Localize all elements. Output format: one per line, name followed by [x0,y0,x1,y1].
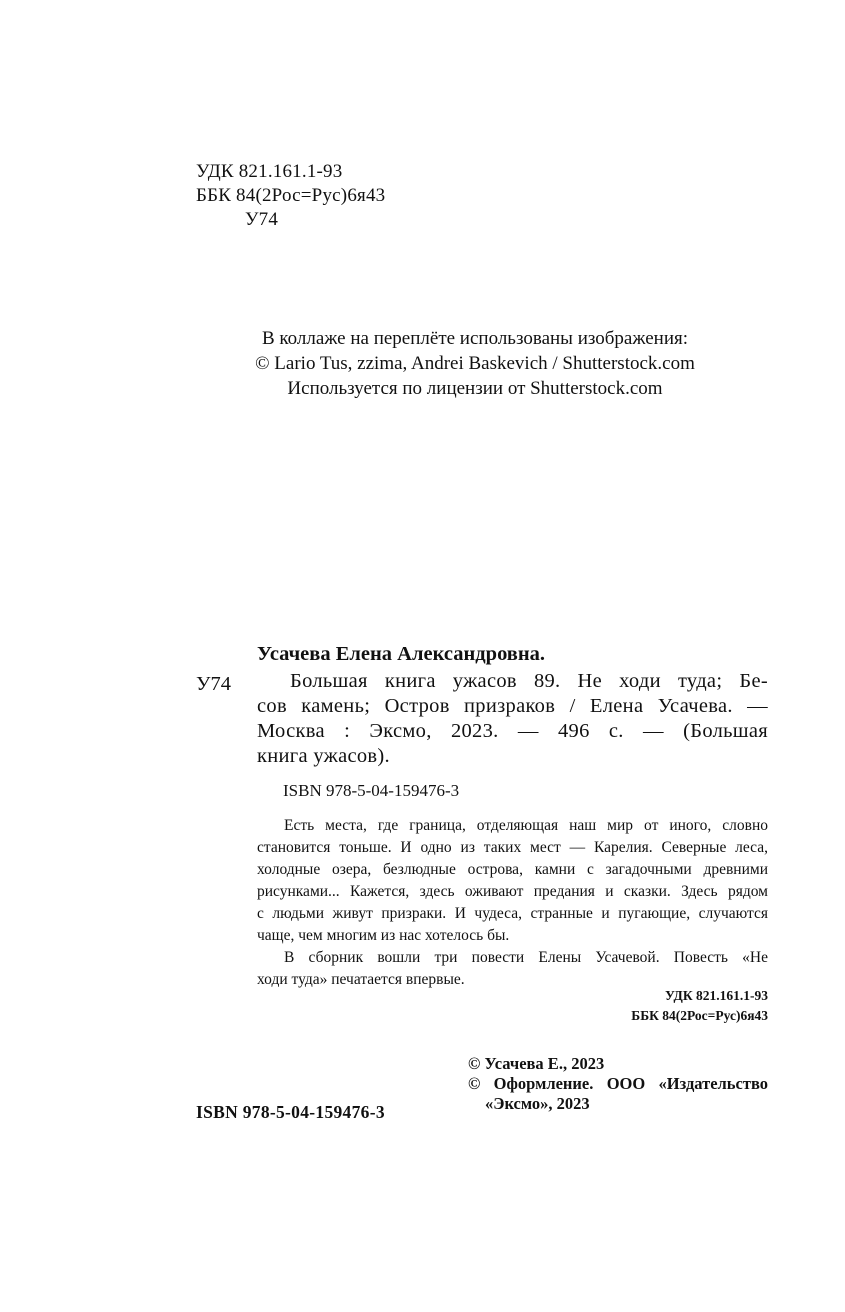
isbn-bottom: ISBN 978-5-04-159476-3 [196,1102,385,1122]
classification-codes [631,986,768,1026]
biblio-line: Москва : Эксмо, 2023. — 496 с. — (Большая [257,720,768,742]
biblio-line: Большая книга ужасов 89. Не ходи туда; Бе- [290,670,768,692]
credits-line-2: © Lario Tus, zzima, Andrei Baskevich / Shutterstock.com [255,353,695,374]
annotation-line: становится тоньше. И одно из таких мест — Карелия. Северные леса, [257,839,768,856]
copyright-line: © Усачева Е., 2023 [468,1054,605,1073]
annotation-line: рисунками... Кажется, здесь оживают предания и сказки. Здесь рядом [257,883,768,900]
udk-code: УДК 821.161.1-93 [196,161,343,182]
credits-line-3: Используется по лицензии от Shutterstock.com [287,378,663,399]
udk-code-bold: УДК 821.161.1-93 [665,988,768,1003]
biblio-line: сов камень; Остров призраков / Елена Усачева. — [257,695,768,717]
annotation-line: холодные озера, безлюдные острова, камни с загадочными древними [257,861,768,878]
copyright-line: «Эксмо», 2023 [485,1094,590,1113]
annotation-line: с людьми живут призраки. И чудеса, странные и пугающие, случаются [257,905,768,922]
author-heading: Усачева Елена Александровна. [257,643,546,665]
bbk-code-bold: ББК 84(2Рос=Рус)6я43 [631,1008,768,1023]
annotation-line: ходи туда» печатается впервые. [257,971,465,988]
credits-line-1: В коллаже на переплёте использованы изображения: [261,328,689,349]
biblio-author-sign: У74 [196,673,232,695]
cover-credits [150,326,800,401]
annotation-line: Есть места, где граница, отделяющая наш мир от иного, словно [284,817,768,834]
author-sign-code: У74 [245,209,279,230]
isbn-entry: ISBN 978-5-04-159476-3 [283,781,460,800]
bibliographic-description [257,669,768,769]
annotation [257,815,768,991]
copyright-line: © Оформление. ООО «Издательство [468,1074,768,1093]
annotation-line: чаще, чем многим из нас хотелось бы. [257,927,510,944]
biblio-line: книга ужасов). [257,745,390,767]
annotation-line: В сборник вошли три повести Елены Усачевой. Повесть «Не [284,949,768,966]
copyright-block [468,1054,768,1114]
bbk-code: ББК 84(2Рос=Рус)6я43 [196,185,386,206]
